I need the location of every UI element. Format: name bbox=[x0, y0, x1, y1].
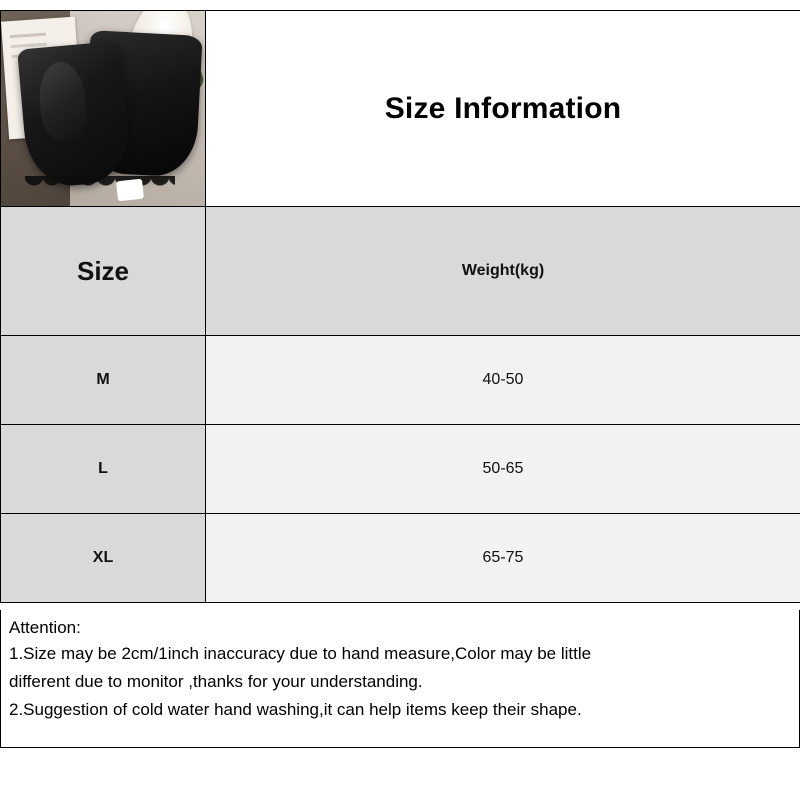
scalloped-hem-detail bbox=[25, 176, 175, 194]
garment-tag bbox=[116, 179, 144, 202]
title-cell bbox=[206, 11, 800, 207]
product-photo bbox=[1, 11, 205, 206]
column-header-weight: Weight(kg) bbox=[206, 207, 800, 336]
cell-size-xl: XL bbox=[1, 514, 206, 603]
cell-size-l: L bbox=[1, 425, 206, 514]
table-row-header-banner bbox=[1, 11, 800, 207]
size-information-table bbox=[0, 10, 800, 603]
attention-heading: Attention: bbox=[9, 618, 81, 637]
page-title: Size Information bbox=[384, 91, 622, 125]
table-header-row bbox=[1, 207, 800, 336]
cell-size-m: M bbox=[1, 336, 206, 425]
column-header-size: Size bbox=[1, 207, 206, 336]
cell-weight-xl: 65-75 bbox=[206, 514, 800, 603]
attention-block bbox=[0, 610, 800, 748]
attention-line-2: different due to monitor ,thanks for your understanding. bbox=[9, 672, 423, 692]
cell-weight-m: 40-50 bbox=[206, 336, 800, 425]
attention-line-1: 1.Size may be 2cm/1inch inaccuracy due to hand measure,Color may be little bbox=[9, 644, 592, 664]
attention-line-3: 2.Suggestion of cold water hand washing,it can help items keep their shape. bbox=[9, 700, 582, 720]
table-row bbox=[1, 425, 800, 514]
table-row bbox=[1, 336, 800, 425]
table-row bbox=[1, 514, 800, 603]
product-photo-cell bbox=[1, 11, 206, 207]
cell-weight-l: 50-65 bbox=[206, 425, 800, 514]
